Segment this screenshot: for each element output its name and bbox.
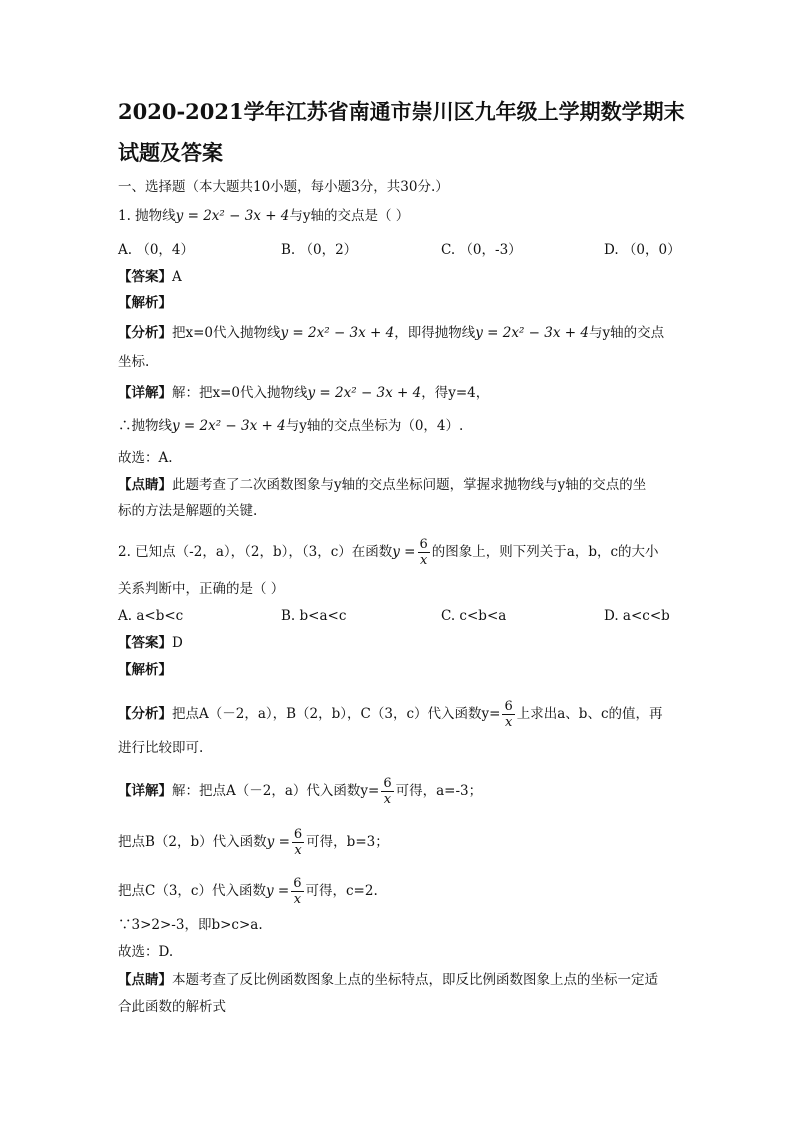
q2-dianjing: 【点睛】本题考查了反比例函数图象上点的坐标特点，即反比例函数图象上点的坐标一定适 <box>118 972 658 988</box>
q1-fenxi: 【分析】把x=0代入抛物线y = 2x² − 3x + 4，即得抛物线y = 2x² − 3x + 4与y轴的交点 <box>118 325 665 341</box>
q2-point-b: 把点B（2，b）代入函数y = $\frac{6}{x}$ 可得，b=3； <box>118 827 389 858</box>
q1-fenxi-cont: 坐标. <box>118 354 150 370</box>
q2-fenxi-cont: 进行比较即可. <box>118 740 204 756</box>
q1-formula: y = 2x² − 3x + 4 <box>175 208 290 224</box>
q2-analysis-header: 【解析】 <box>118 662 172 678</box>
q2-stem: 2. 已知点（-2，a），（2，b），（3，c）在函数y = $\frac{6}{x}$ 的图象上，则下列关于a，b，c的大小 <box>118 537 659 568</box>
section-header: 一、选择题（本大题共10小题，每小题3分，共30分.） <box>118 179 449 195</box>
fraction: $\frac{6}{x}$ <box>383 776 392 807</box>
q2-fenxi: 【分析】把点A（－2，a），B（2，b），C（3，c）代入函数y= $\frac{6}{x}$ 上求出a、b、c的值，再 <box>118 699 663 730</box>
q1-answer: 【答案】A <box>118 269 182 285</box>
q1-option-d: D. （0，0） <box>604 242 681 258</box>
q1-dianjing: 【点睛】此题考查了二次函数图象与y轴的交点坐标问题，掌握求抛物线与y轴的交点的坐 <box>118 477 647 493</box>
q1-analysis-header: 【解析】 <box>118 295 172 311</box>
q1-stem: 1. 抛物线y = 2x² − 3x + 4与y轴的交点是（ ） <box>118 208 410 224</box>
fraction: $\frac{6}{x}$ <box>504 699 513 730</box>
q1-xiangjie: 【详解】解：把x=0代入抛物线y = 2x² − 3x + 4，得y=4， <box>118 385 490 401</box>
q2-dianjing-cont: 合此函数的解析式 <box>118 999 226 1015</box>
q2-answer: 【答案】D <box>118 635 183 651</box>
q1-option-b: B. （0，2） <box>281 242 358 258</box>
q2-because: ∵3>2>-3，即b>c>a. <box>118 917 263 933</box>
q2-option-d: D. a<c<b <box>604 608 670 624</box>
q2-option-b: B. b<a<c <box>281 608 347 624</box>
q1-option-a: A. （0，4） <box>118 242 195 258</box>
q1-dianjing-cont: 标的方法是解题的关键. <box>118 503 258 519</box>
q2-option-a: A. a<b<c <box>118 608 184 624</box>
q2-option-c: C. c<b<a <box>441 608 507 624</box>
document-title-line-2: 试题及答案 <box>118 140 223 165</box>
q2-choice: 故选：D. <box>118 944 174 960</box>
q1-choice: 故选：A. <box>118 450 173 466</box>
q1-therefore: ∴抛物线y = 2x² − 3x + 4与y轴的交点坐标为（0，4）. <box>118 418 464 434</box>
q2-xiangjie: 【详解】解：把点A（－2，a）代入函数y= $\frac{6}{x}$ 可得，a=-3； <box>118 776 483 807</box>
q2-point-c: 把点C（3，c）代入函数y = $\frac{6}{x}$ 可得，c=2. <box>118 876 378 907</box>
q1-option-c: C. （0，-3） <box>441 242 522 258</box>
fraction: $\frac{6}{x}$ <box>293 876 302 907</box>
q2-stem-cont: 关系判断中，正确的是（ ） <box>118 581 285 597</box>
document-title-line-1: 2020-2021学年江苏省南通市崇川区九年级上学期数学期末 <box>118 99 685 124</box>
fraction: $\frac{6}{x}$ <box>419 537 428 568</box>
fraction: $\frac{6}{x}$ <box>293 827 303 858</box>
